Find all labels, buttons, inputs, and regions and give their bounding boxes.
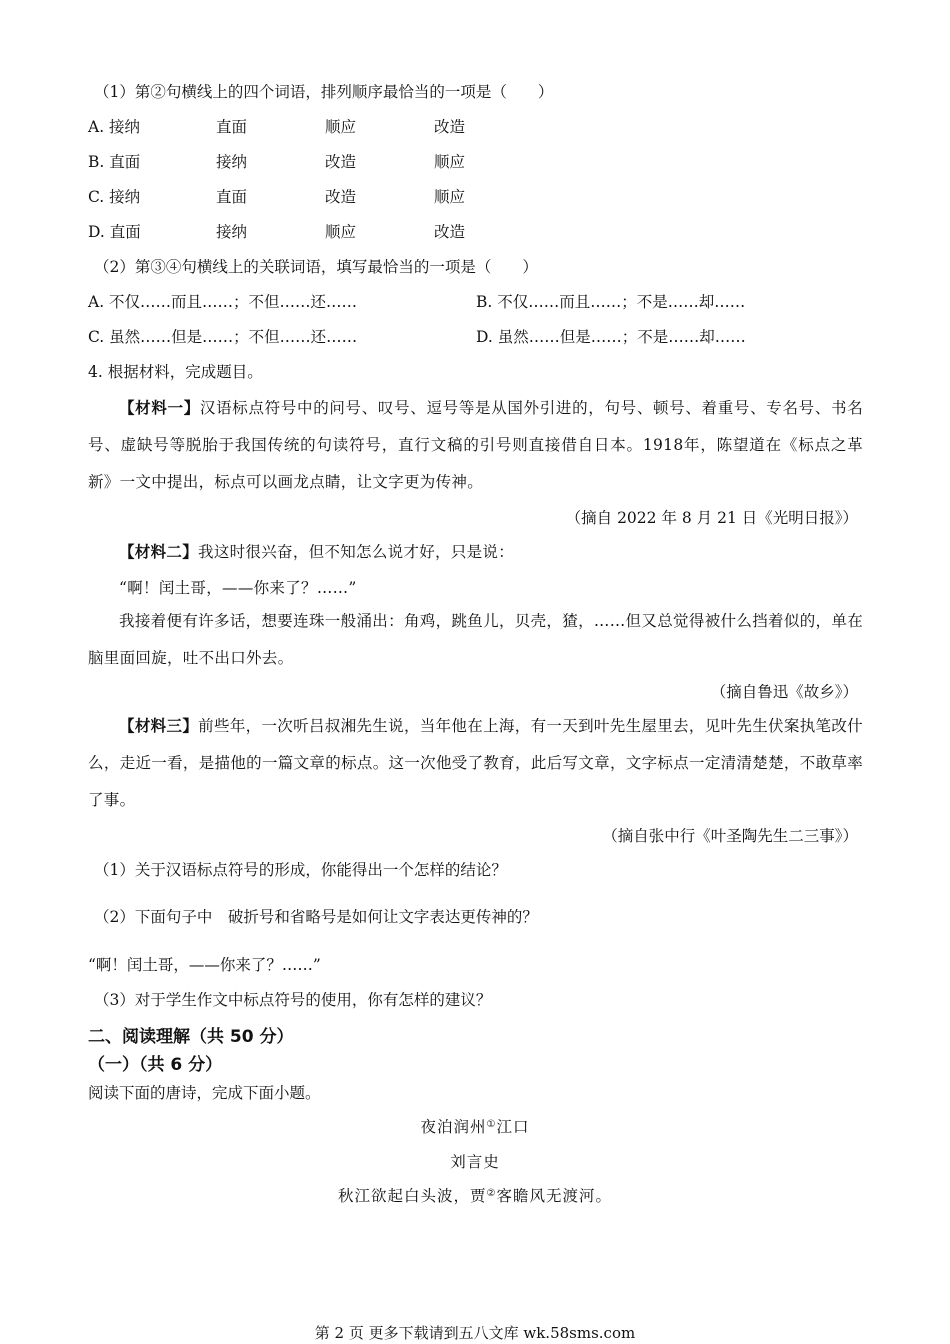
material-1-tag: 【材料一】 [119, 398, 200, 417]
section-2-intro: 阅读下面的唐诗，完成下面小题。 [88, 1084, 321, 1102]
q3-1-option-d-word3: 顺应 [325, 223, 357, 241]
q3-1-stem: （1）第②句横线上的四个词语，排列顺序最恰当的一项是（ ） [94, 83, 554, 101]
section-2-part-1: （一）（共 6 分） [88, 1055, 223, 1075]
q3-1-option-c-word3: 改造 [325, 188, 357, 206]
q3-1-option-a-word4: 改造 [434, 118, 466, 136]
section-2-title: 二、阅读理解（共 50 分） [88, 1027, 294, 1047]
poem-line-1-part-1: 秋江欲起白头波，贾 [338, 1187, 487, 1205]
q3-1-option-c-word4: 顺应 [434, 188, 466, 206]
q3-1-option-a-word2: 直面 [216, 118, 248, 136]
q3-1-option-a-word3: 顺应 [325, 118, 357, 136]
q4-sub-2: （2）下面句子中 破折号和省略号是如何让文字表达更传神的？ [94, 908, 538, 926]
q4-sub-2-quote: “啊！闰土哥，——你来了？……” [88, 956, 321, 974]
material-2 [88, 533, 863, 571]
material-1-text: 汉语标点符号中的问号、叹号、逗号等是从国外引进的，句号、顿号、着重号、专名号、书名号、虚缺号等脱胎于我国传统的句读符号，直行文稿的引号则直接借自日本。1918年，陈望道在《标点之革新》一文中提出，标点可以画龙点睛，让文字更为传神。 [88, 399, 863, 491]
page-footer: 第 2 页 更多下载请到五八文库 wk.58sms.com [314, 1324, 636, 1342]
q4-sub-1: （1）关于汉语标点符号的形成，你能得出一个怎样的结论？ [94, 861, 507, 879]
material-2-text: 我这时很兴奋，但不知怎么说才好，只是说： [198, 543, 515, 561]
q3-1-option-b-label: B. 直面 [88, 153, 141, 171]
q3-2-option-b: B. 不仅……而且……；不是……却…… [476, 293, 746, 311]
q4-title: 4. 根据材料，完成题目。 [88, 363, 263, 381]
q3-1-option-c-word2: 直面 [216, 188, 248, 206]
q3-1-option-a-label: A. 接纳 [88, 118, 141, 136]
q3-1-option-d-label: D. 直面 [88, 223, 141, 241]
q4-sub-3: （3）对于学生作文中标点符号的使用，你有怎样的建议？ [94, 991, 492, 1009]
poem-line-1-note: ② [486, 1188, 497, 1199]
q3-2-option-c: C. 虽然……但是……；不但……还…… [88, 328, 358, 346]
q3-1-option-b-word3: 改造 [325, 153, 357, 171]
poem-line-1 [0, 1186, 950, 1206]
poem-title-part-1: 夜泊润州 [420, 1118, 487, 1136]
q3-1-option-c-label: C. 接纳 [88, 188, 141, 206]
material-3-text: 前些年，一次听吕叔湘先生说，当年他在上海，有一天到叶先生屋里去，见叶先生伏案执笔改什么，走近一看，是描他的一篇文章的标点。这一次他受了教育，此后写文章，文字标点一定清清楚楚，不敢草率了事。 [88, 717, 863, 809]
q3-2-option-a: A. 不仅……而且……；不但……还…… [88, 293, 358, 311]
material-2-tag: 【材料二】 [119, 542, 199, 561]
q3-2-stem: （2）第③④句横线上的关联词语，填写最恰当的一项是（ ） [94, 258, 538, 276]
material-1-source: （摘自 2022 年 8 月 21 日《光明日报》） [565, 509, 858, 527]
material-3-tag: 【材料三】 [119, 716, 199, 735]
q3-2-option-d: D. 虽然……但是……；不是……却…… [476, 328, 746, 346]
q3-1-option-b-word2: 接纳 [216, 153, 248, 171]
q3-1-option-b-word4: 顺应 [434, 153, 466, 171]
q3-1-option-d-word4: 改造 [434, 223, 466, 241]
material-3-source: （摘自张中行《叶圣陶先生二三事》） [602, 827, 858, 845]
material-2-source: （摘自鲁迅《故乡》） [710, 683, 858, 701]
poem-line-1-part-2: 客瞻风无渡河。 [496, 1187, 612, 1205]
material-2-text-2: 我接着便有许多话，想要连珠一般涌出：角鸡，跳鱼儿，贝壳，猹，……但又总觉得被什么挡着似的，单在脑里面回旋，吐不出口外去。 [88, 612, 863, 667]
material-2-quote: “啊！闰土哥，——你来了？……” [119, 579, 357, 597]
material-1 [88, 389, 863, 501]
q3-1-option-d-word2: 接纳 [216, 223, 248, 241]
poem-title-part-2: 江口 [496, 1118, 530, 1136]
material-3 [88, 707, 863, 819]
poem-title-note: ① [486, 1119, 497, 1130]
poem-title [0, 1117, 950, 1137]
poem-author: 刘言史 [450, 1153, 500, 1171]
